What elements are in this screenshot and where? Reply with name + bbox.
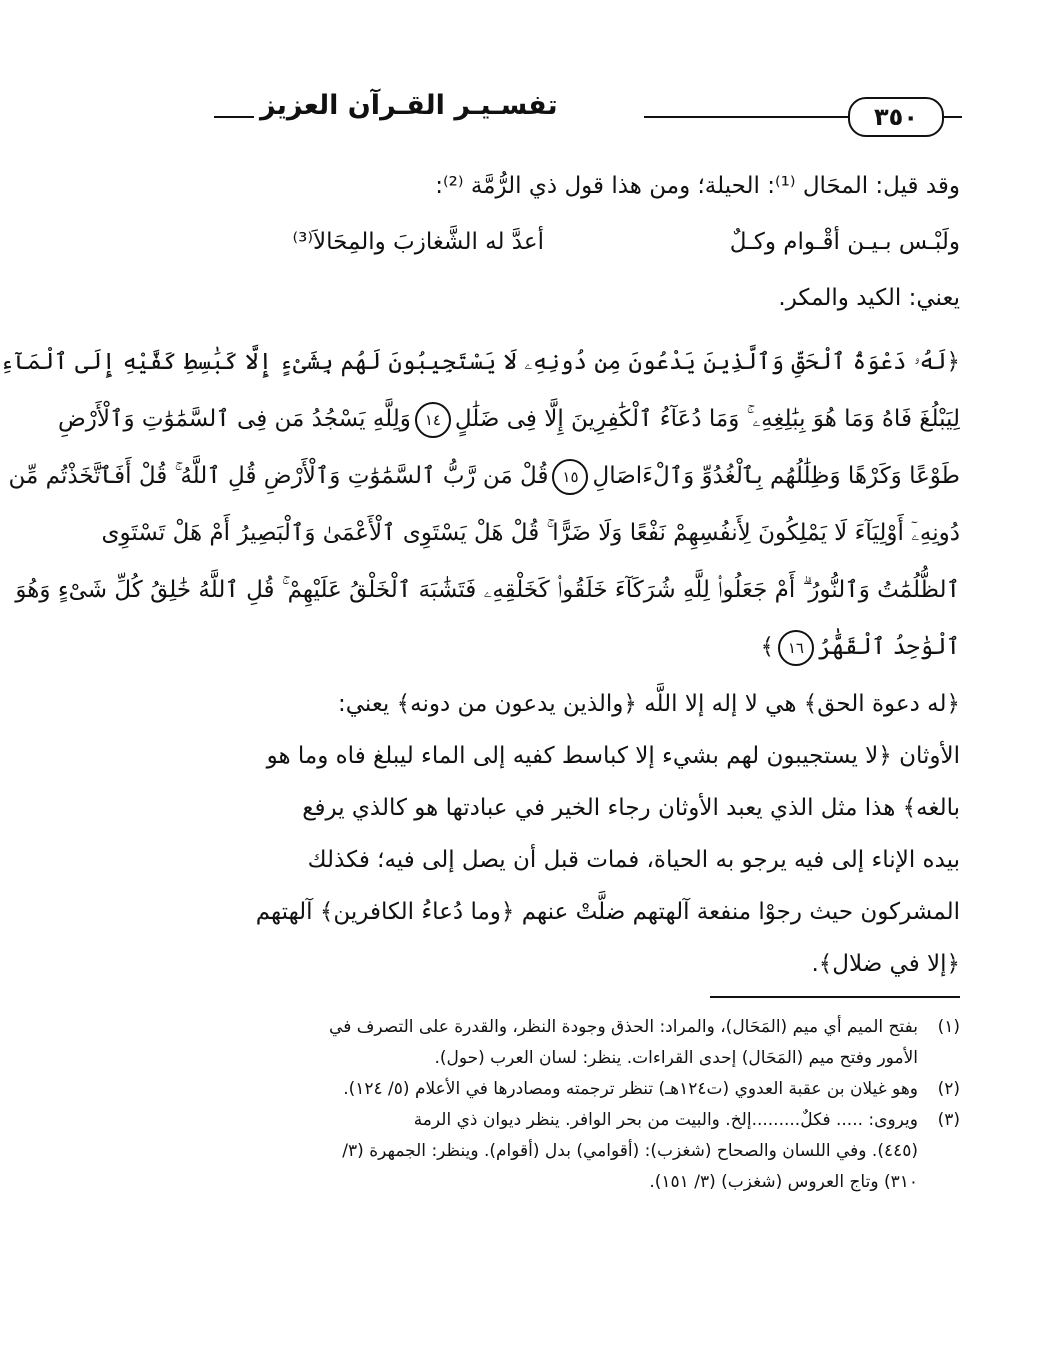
quran-text: ٱلْوَٰحِدُ ٱلْقَهَّٰرُ bbox=[817, 634, 960, 660]
footnote-separator bbox=[710, 996, 960, 998]
main-text bbox=[0, 158, 960, 990]
running-title: تفسـيـر القـرآن العزيز bbox=[260, 90, 558, 121]
verse-first-hemistich: ولَبْـس بـيـن أقْـوام وكـلٌ bbox=[729, 229, 960, 255]
commentary-line: المشركون حيث رجوْا منفعة آلهتهم ضلَّتْ عنهم ﴿وما دُعاءُ الكافرين﴾ آلهتهم bbox=[255, 899, 960, 925]
footnote-number: (٣) bbox=[937, 1110, 960, 1130]
quran-line bbox=[8, 448, 960, 505]
header-rule-left bbox=[214, 116, 254, 118]
ayah-number-marker: ١٥ bbox=[552, 459, 588, 495]
footnote-line: وهو غيلان بن عقبة العدوي (ت١٢٤هـ) تنظر ترجمته ومصادرها في الأعلام (٥/ ١٢٤). bbox=[343, 1079, 918, 1099]
footnote-text bbox=[214, 1105, 918, 1198]
quran-line bbox=[214, 619, 960, 676]
footnote-line: (٤٤٥). وفي اللسان والصحاح (شغزب): (أقوامي) بدل (أقوام). وينظر: الجمهرة (٣/ bbox=[342, 1141, 918, 1161]
footnote-line: ويروى: ..... فكلٌ.........إلخ. والبيت من بحر الوافر. ينظر ديوان ذي الرمة bbox=[413, 1110, 918, 1130]
quran-line bbox=[0, 334, 960, 391]
quran-line bbox=[101, 505, 960, 562]
commentary-line: الأوثان ﴿لا يستجيبون لهم بشيء إلا كباسط كفيه إلى الماء ليبلغ فاه وما هو bbox=[266, 743, 960, 769]
footnote-text bbox=[214, 1074, 918, 1105]
quran-text: وَلِلَّهِ يَسْجُدُ مَن فِى ٱلسَّمَٰوَٰتِ وَٱلْأَرْضِ bbox=[57, 406, 411, 432]
poetry-verse bbox=[214, 214, 960, 270]
commentary-line: بيده الإناء إلى فيه يرجو به الحياة، فمات قبل أن يصل إلى فيه؛ فكذلك bbox=[307, 847, 960, 873]
footnote-text bbox=[214, 1012, 918, 1074]
footnotes bbox=[214, 1012, 960, 1198]
ayah-number-marker: ١٤ bbox=[415, 402, 451, 438]
footnote-line: ٣١٠) وتاج العروس (شغزب) (٣/ ١٥١). bbox=[649, 1172, 918, 1192]
quran-text: دُونِهِۦٓ أَوْلِيَآءَ لَا يَمْلِكُونَ لِأَنفُسِهِمْ نَفْعًا وَلَا ضَرًّا ۚ قُلْ هَلْ يَسْتَوِى ٱلْأَعْمَىٰ وَٱلْبَصِيرُ أَمْ هَلْ تَسْتَوِى bbox=[101, 520, 960, 546]
header-rule-right bbox=[944, 116, 962, 118]
footnote-item bbox=[214, 1012, 960, 1074]
quran-text: ﴿لَهُۥ دَعْوَةُ ٱلْحَقِّ وَٱلَّذِينَ يَدْعُونَ مِن دُونِهِۦ لَا يَسْتَجِيبُونَ لَهُم بِشَىْءٍ إِلَّا كَبَٰسِطِ كَفَّيْهِ إِلَى ٱلْمَآءِ bbox=[0, 349, 960, 375]
commentary-line: بالغه﴾ هذا مثل الذي يعبد الأوثان رجاء الخير في عبادتها هو كالذي يرفع bbox=[302, 795, 960, 821]
footnote-item bbox=[214, 1105, 960, 1198]
footnote-number: (١) bbox=[937, 1017, 960, 1037]
quran-text: لِيَبْلُغَ فَاهُ وَمَا هُوَ بِبَٰلِغِهِۦ ۚ وَمَا دُعَآءُ ٱلْكَٰفِرِينَ إِلَّا فِى ضَلَٰلٍ bbox=[454, 406, 960, 432]
page-number: ٣٥٠ bbox=[848, 97, 944, 137]
verse-second-hemistich: أعدَّ له الشَّغازبَ والمِحَالاَ⁽³⁾ bbox=[292, 229, 544, 255]
footnote-line: الأمور وفتح ميم (المَحَال) إحدى القراءات. ينظر: لسان العرب (حول). bbox=[434, 1048, 918, 1068]
commentary-line: ﴿إلا في ضلال﴾. bbox=[811, 951, 960, 977]
commentary bbox=[214, 678, 960, 990]
footnote-item bbox=[214, 1074, 960, 1105]
quran-passage bbox=[0, 334, 960, 676]
footnote-line: بفتح الميم أي ميم (المَحَال)، والمراد: الحذق وجودة النظر، والقدرة على التصرف في bbox=[329, 1017, 918, 1037]
closing-bracket: ﴾ bbox=[760, 634, 774, 660]
quran-line bbox=[15, 562, 960, 619]
ayah-number-marker: ١٦ bbox=[778, 630, 814, 666]
footnote-number: (٢) bbox=[937, 1079, 960, 1099]
quran-text: ٱلظُّلُمَٰتُ وَٱلنُّورُ ۗ أَمْ جَعَلُوا۟ لِلَّهِ شُرَكَآءَ خَلَقُوا۟ كَخَلْقِهِۦ فَتَشَٰبَهَ ٱلْخَلْقُ عَلَيْهِمْ ۚ قُلِ ٱللَّهُ خَٰلِقُ كُلِّ شَىْءٍ وَهُوَ bbox=[15, 577, 960, 603]
quran-text: طَوْعًا وَكَرْهًا وَظِلَٰلُهُم بِٱلْغُدُوِّ وَٱلْءَاصَالِ bbox=[592, 463, 960, 489]
intro-line-1: وقد قيل: المحَال ⁽¹⁾: الحيلة؛ ومن هذا قول ذي الرُّمَّة ⁽²⁾: bbox=[435, 173, 960, 199]
intro-line-3: يعني: الكيد والمكر. bbox=[778, 285, 960, 311]
quran-line bbox=[57, 391, 960, 448]
quran-text: قُلْ مَن رَّبُّ ٱلسَّمَٰوَٰتِ وَٱلْأَرْضِ قُلِ ٱللَّهُ ۚ قُلْ أَفَٱتَّخَذْتُم مِّن bbox=[8, 463, 549, 489]
commentary-line: ﴿له دعوة الحق﴾ هي لا إله إلا اللَّه ﴿والذين يدعون من دونه﴾ يعني: bbox=[337, 691, 960, 717]
page-header bbox=[214, 88, 962, 138]
